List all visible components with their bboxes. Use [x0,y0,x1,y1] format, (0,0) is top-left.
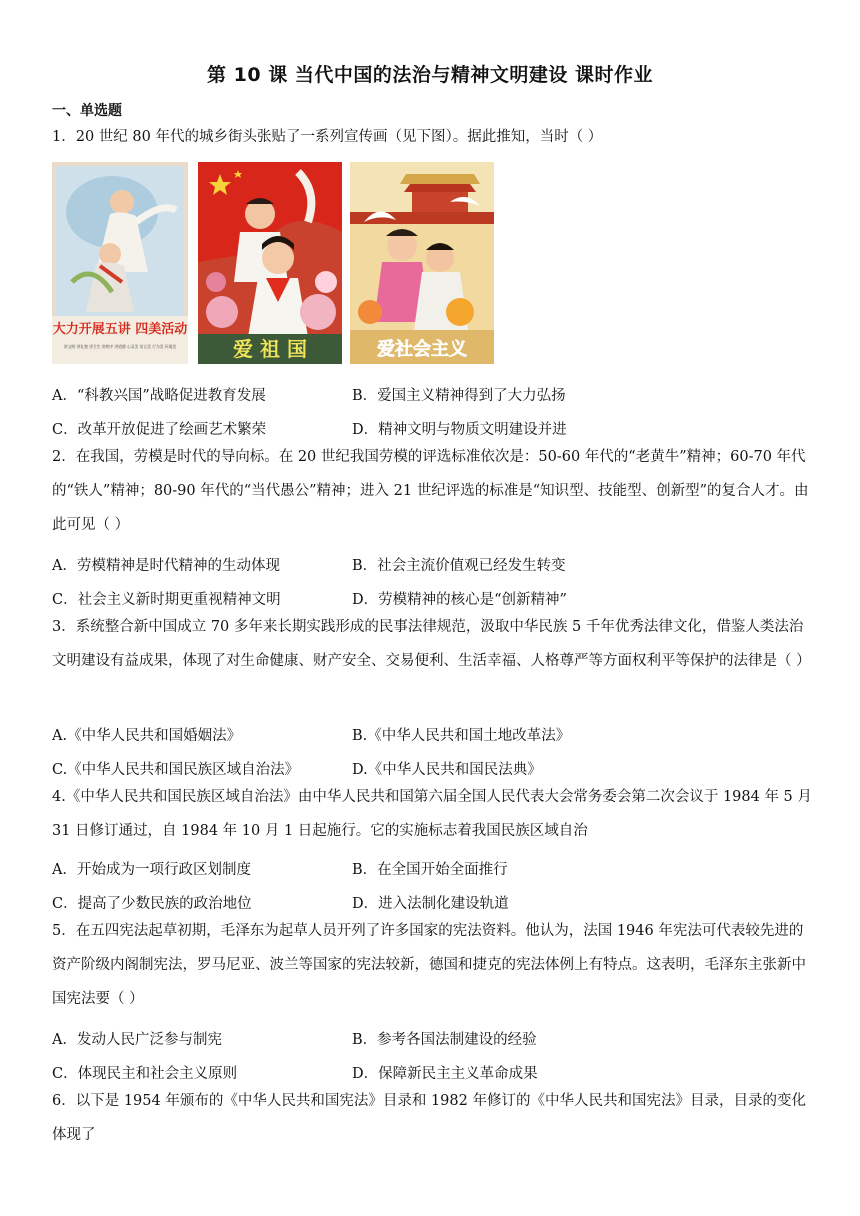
question-2-stem: 2．在我国，劳模是时代的导向标。在 20 世纪我国劳模的评选标准依次是：50-60 年代的“老黄牛”精神；60-70 年代的“铁人”精神；80-90 年代的“当代愚公”精神；进入 21 世纪评选的标准是“知识型、技能型、创新型”的复合人才。由此可见（ ） [52,449,809,533]
q4-option-b[interactable]: B．在全国开始全面推行 [352,862,508,878]
section-heading: 一、单选题 [52,103,122,119]
q3-option-c[interactable]: C.《中华人民共和国民族区域自治法》 [52,762,300,778]
poster-love-socialism-image [350,162,494,364]
q5-option-b[interactable]: B．参考各国法制建设的经验 [352,1032,537,1048]
poster-love-motherland [198,162,342,364]
poster-five-stresses-small-text: 讲文明 讲礼貌 讲卫生 讲秩序 讲道德 心灵美 语言美 行为美 环境美 [63,344,177,349]
q4-option-a[interactable]: A．开始成为一项行政区划制度 [52,862,251,878]
poster-love-socialism [350,162,494,364]
question-6-stem: 6．以下是 1954 年颁布的《中华人民共和国宪法》目录和 1982 年修订的《中华人民共和国宪法》目录，目录的变化体现了 [52,1093,806,1143]
q5-option-d[interactable]: D．保障新民主主义革命成果 [352,1066,538,1082]
q1-option-c[interactable]: C．改革开放促进了绘画艺术繁荣 [52,422,267,438]
q5-option-c[interactable]: C．体现民主和社会主义原则 [52,1066,238,1082]
q1-option-d[interactable]: D．精神文明与物质文明建设并进 [352,422,567,438]
question-1-stem: 1．20 世纪 80 年代的城乡街头张贴了一系列宣传画（见下图）。据此推知，当时（ ） [52,129,603,145]
q2-option-a[interactable]: A．劳模精神是时代精神的生动体现 [52,558,280,574]
q3-option-b[interactable]: B.《中华人民共和国土地改革法》 [352,728,571,744]
poster-five-stresses [52,162,188,364]
q4-option-d[interactable]: D．进入法制化建设轨道 [352,896,509,912]
q2-option-c[interactable]: C．社会主义新时期更重视精神文明 [52,592,281,608]
q2-option-d[interactable]: D．劳模精神的核心是“创新精神” [352,592,567,608]
poster-love-motherland-image [198,162,342,364]
q3-option-d[interactable]: D.《中华人民共和国民法典》 [352,762,542,778]
poster-five-stresses-caption: 大力开展五讲 四美活动 [52,322,188,337]
q1-option-b[interactable]: B．爱国主义精神得到了大力弘扬 [352,388,566,404]
q3-option-a[interactable]: A.《中华人民共和国婚姻法》 [52,728,242,744]
poster-images [52,162,502,364]
poster-love-motherland-caption: 爱 祖 国 [233,337,307,361]
page-title: 第 10 课 当代中国的法治与精神文明建设 课时作业 [207,64,653,86]
q4-option-c[interactable]: C．提高了少数民族的政治地位 [52,896,252,912]
question-3-stem: 3．系统整合新中国成立 70 多年来长期实践形成的民事法律规范，汲取中华民族 5 千年优秀法律文化，借鉴人类法治文明建设有益成果，体现了对生命健康、财产安全、交易便利、生活幸福、人格尊严等方面权利平等保护的法律是（ ） [52,619,811,669]
q2-option-b[interactable]: B．社会主流价值观已经发生转变 [352,558,566,574]
poster-five-stresses-image [52,162,188,364]
q5-option-a[interactable]: A．发动人民广泛参与制宪 [52,1032,222,1048]
q1-option-a[interactable]: A．“科教兴国”战略促进教育发展 [52,388,266,404]
question-5-stem: 5．在五四宪法起草初期，毛泽东为起草人员开列了许多国家的宪法资料。他认为，法国 1946 年宪法可代表较先进的资产阶级内阁制宪法，罗马尼亚、波兰等国家的宪法较新，德国和捷克的宪法体例上有特点。这表明，毛泽东主张新中国宪法要（ ） [52,923,806,1007]
question-4-stem: 4.《中华人民共和国民族区域自治法》由中华人民共和国第六届全国人民代表大会常务委会第二次会议于 1984 年 5 月 31 日修订通过，自 1984 年 10 月 1 日起施行。它的实施标志着我国民族区域自治 [52,789,812,839]
poster-love-socialism-caption: 爱社会主义 [377,339,467,360]
